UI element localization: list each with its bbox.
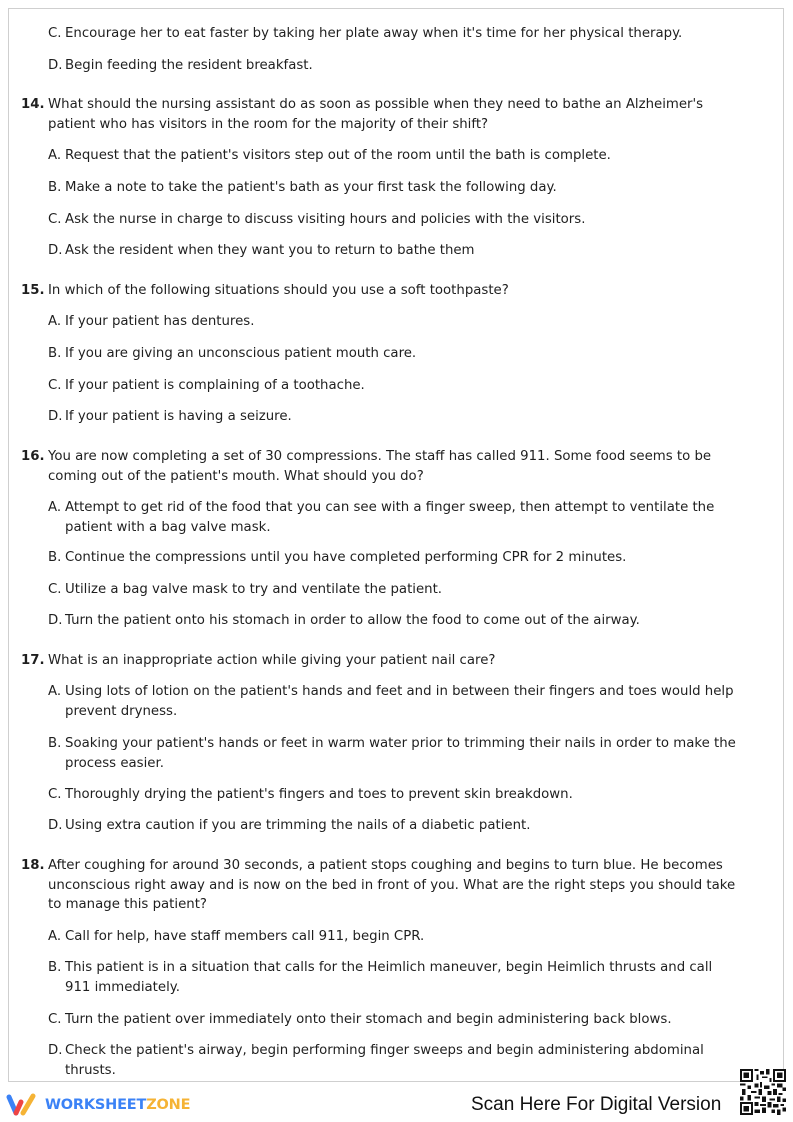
option-text: If you are giving an unconscious patient mouth care. [65, 346, 417, 361]
question-14 [21, 95, 741, 134]
option-text: If your patient is having a seizure. [65, 409, 292, 424]
option-text: Call for help, have staff members call 911, begin CPR. [65, 929, 425, 944]
question-text: In which of the following situations should you use a soft toothpaste? [48, 283, 509, 298]
option-13-d [48, 56, 738, 76]
option-letter: A. [48, 500, 62, 515]
question-17 [21, 651, 741, 671]
option-letter: D. [48, 243, 63, 258]
question-text: What is an inappropriate action while giving your patient nail care? [48, 653, 496, 668]
question-text: What should the nursing assistant do as soon as possible when they need to bathe an Alzheimer's patient who has visitors in the room for the majority of their shift? [48, 97, 704, 132]
option-letter: C. [48, 212, 62, 227]
brand-name [45, 1097, 190, 1113]
question-15 [21, 281, 741, 301]
option-16-b [48, 548, 738, 568]
page-frame [8, 8, 784, 1082]
question-number: 18. [21, 858, 45, 873]
option-17-b [48, 734, 738, 773]
option-15-a [48, 312, 738, 332]
question-18 [21, 856, 741, 915]
option-18-c [48, 1010, 738, 1030]
option-18-d [48, 1041, 738, 1080]
option-text: Ask the resident when they want you to return to bathe them [65, 243, 475, 258]
option-text: Using lots of lotion on the patient's hands and feet and in between their fingers and toes would help prevent dryness. [65, 684, 734, 719]
option-letter: C. [48, 787, 62, 802]
option-text: Utilize a bag valve mask to try and ventilate the patient. [65, 582, 443, 597]
option-18-b [48, 958, 738, 997]
option-text: Attempt to get rid of the food that you can see with a finger sweep, then attempt to ventilate the patient with a bag valve mask. [65, 500, 715, 535]
option-text: Thoroughly drying the patient's fingers and toes to prevent skin breakdown. [65, 787, 573, 802]
option-letter: C. [48, 582, 62, 597]
option-letter: A. [48, 148, 62, 163]
option-letter: B. [48, 550, 62, 565]
question-16 [21, 447, 741, 486]
option-text: If your patient is complaining of a toothache. [65, 378, 365, 393]
option-text: Request that the patient's visitors step out of the room until the bath is complete. [65, 148, 611, 163]
option-15-b [48, 344, 738, 364]
qr-code-icon[interactable] [740, 1069, 786, 1115]
option-letter: C. [48, 378, 62, 393]
question-number: 14. [21, 97, 45, 112]
option-text: Make a note to take the patient's bath as your first task the following day. [65, 180, 557, 195]
option-letter: D. [48, 58, 63, 73]
option-16-a [48, 498, 738, 537]
option-17-c [48, 785, 738, 805]
option-17-a [48, 682, 738, 721]
question-number: 15. [21, 283, 45, 298]
question-text: You are now completing a set of 30 compressions. The staff has called 911. Some food seems to be coming out of the patient's mouth. What should you do? [48, 449, 712, 484]
option-14-c [48, 210, 738, 230]
option-text: Begin feeding the resident breakfast. [65, 58, 313, 73]
option-text: Turn the patient over immediately onto their stomach and begin administering back blows. [65, 1012, 672, 1027]
option-letter: D. [48, 818, 63, 833]
option-text: Ask the nurse in charge to discuss visiting hours and policies with the visitors. [65, 212, 586, 227]
option-letter: D. [48, 1043, 63, 1058]
question-number: 17. [21, 653, 45, 668]
option-15-d [48, 407, 738, 427]
question-number: 16. [21, 449, 45, 464]
option-text: Continue the compressions until you have completed performing CPR for 2 minutes. [65, 550, 627, 565]
option-14-d [48, 241, 738, 261]
option-18-a [48, 927, 738, 947]
option-text: If your patient has dentures. [65, 314, 255, 329]
option-letter: D. [48, 409, 63, 424]
option-letter: B. [48, 346, 62, 361]
option-letter: A. [48, 314, 62, 329]
option-letter: A. [48, 929, 62, 944]
option-letter: C. [48, 1012, 62, 1027]
option-16-c [48, 580, 738, 600]
option-text: Using extra caution if you are trimming the nails of a diabetic patient. [65, 818, 531, 833]
worksheet-zone-logo[interactable] [6, 1092, 190, 1118]
option-15-c [48, 376, 738, 396]
option-text: Encourage her to eat faster by taking her plate away when it's time for her physical therapy. [65, 26, 683, 41]
option-letter: B. [48, 180, 62, 195]
option-letter: C. [48, 26, 62, 41]
option-letter: A. [48, 684, 62, 699]
option-letter: D. [48, 613, 63, 628]
option-14-b [48, 178, 738, 198]
question-text: After coughing for around 30 seconds, a patient stops coughing and begins to turn blue. He becomes unconscious right away and is now on the bed in front of you. What are the right steps you should take to manage this patient? [48, 858, 736, 913]
option-14-a [48, 146, 738, 166]
option-letter: B. [48, 736, 62, 751]
option-text: This patient is in a situation that calls for the Heimlich maneuver, begin Heimlich thrusts and call 911 immediately. [65, 960, 713, 995]
logo-mark-icon [6, 1093, 40, 1117]
option-13-c [48, 24, 738, 44]
option-letter: B. [48, 960, 62, 975]
option-text: Check the patient's airway, begin performing finger sweeps and begin administering abdominal thrusts. [65, 1043, 704, 1078]
option-text: Soaking your patient's hands or feet in warm water prior to trimming their nails in order to make the process easier. [65, 736, 736, 771]
brand-name-part2: ZONE [146, 1097, 191, 1113]
option-text: Turn the patient onto his stomach in order to allow the food to come out of the airway. [65, 613, 640, 628]
brand-name-part1: WORKSHEET [45, 1097, 147, 1113]
scan-label: Scan Here For Digital Version [471, 1094, 722, 1115]
option-17-d [48, 816, 738, 836]
option-16-d [48, 611, 738, 631]
